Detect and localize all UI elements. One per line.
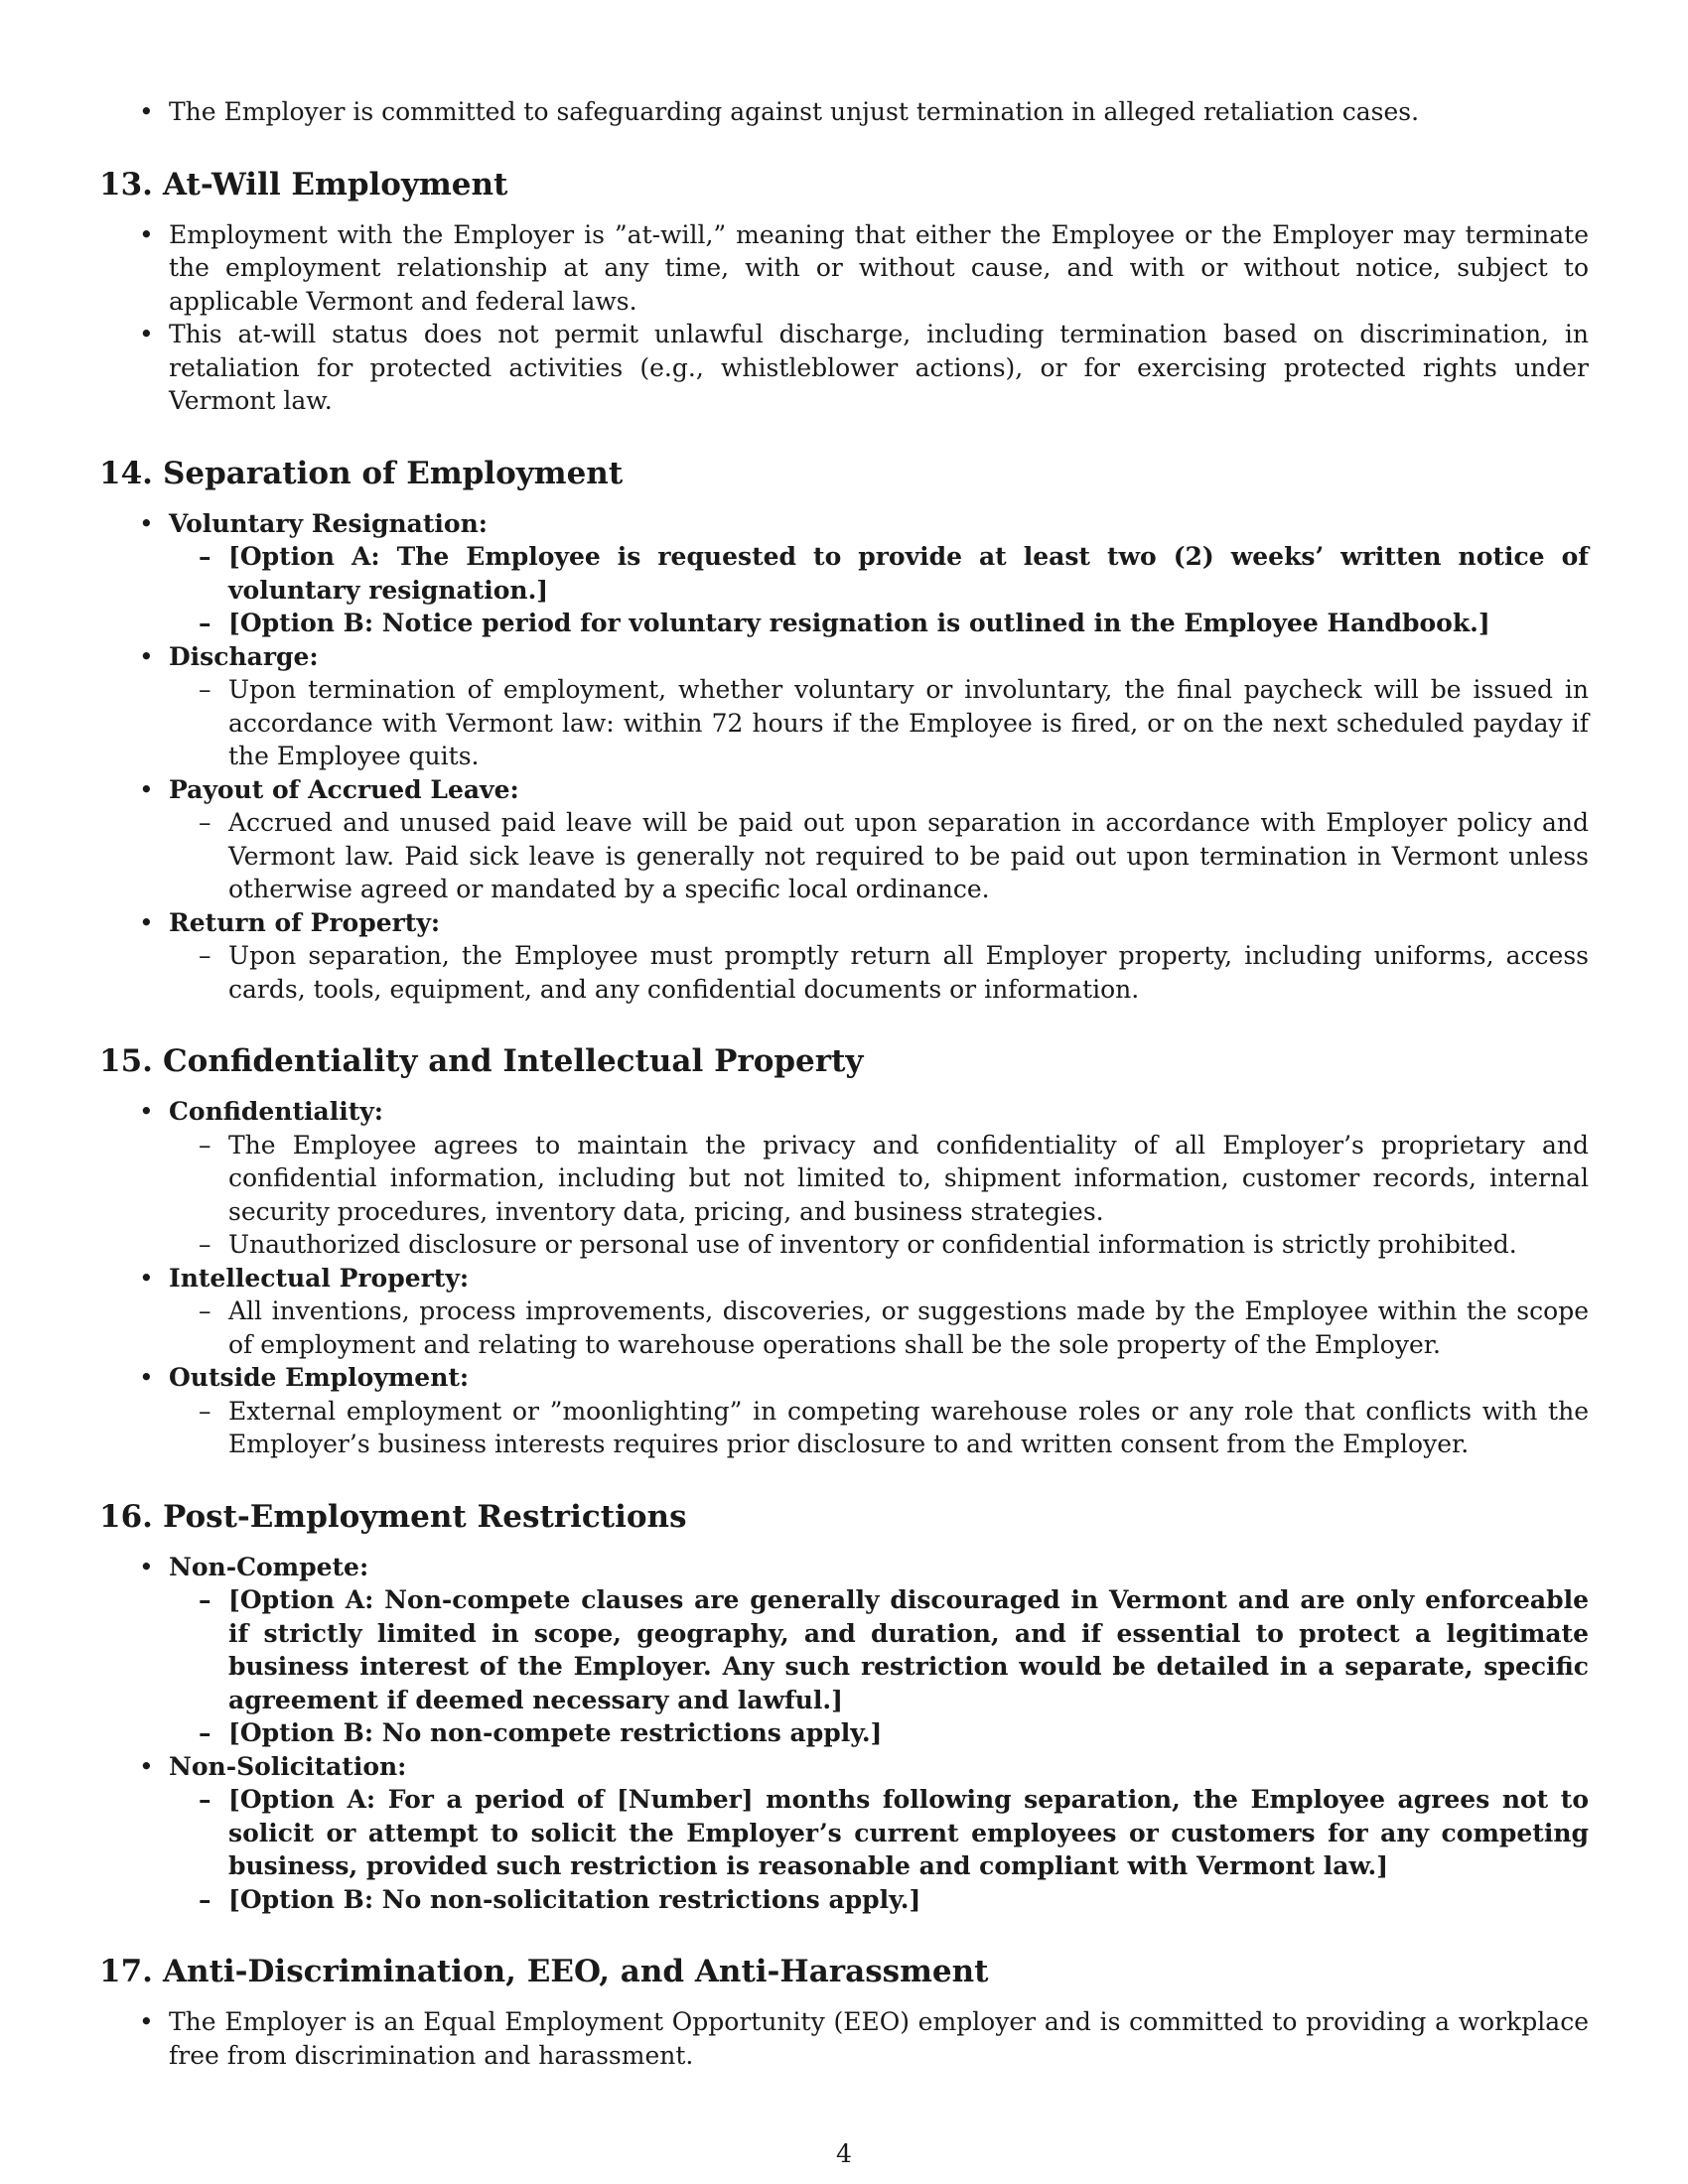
section-13: [99, 165, 1589, 418]
sub-item-option-a: – [Option A: The Employee is requested to provide at least two (2) weeks’ written notice of voluntary resignation.]: [169, 540, 1589, 607]
section-list: [99, 1095, 1589, 1461]
sub-list: [169, 1395, 1589, 1461]
sub-list: [169, 673, 1589, 773]
section-number: 17.: [99, 1954, 153, 1989]
list-item-non-solicitation: [99, 1750, 1589, 1917]
item-label: • Return of Property:: [169, 907, 441, 937]
section-heading: [99, 1952, 1589, 1991]
sub-item: – All inventions, process improvements, discoveries, or suggestions made by the Employee within the scope of employment and relating to warehouse operations shall be the sole property of the Employer.: [169, 1295, 1589, 1361]
sub-item: – Accrued and unused paid leave will be paid out upon separation in accordance with Employer policy and Vermont law. Paid sick leave is generally not required to be paid out upon termination in Vermont unless otherwise agreed or mandated by a specific local ordinance.: [169, 806, 1589, 906]
section-title: Anti-Discrimination, EEO, and Anti-Harassment: [163, 1954, 989, 1989]
section-heading: [99, 165, 1589, 205]
section-title: Post-Employment Restrictions: [163, 1498, 687, 1535]
list-item: • The Employer is an Equal Employment Opportunity (EEO) employer and is committed to providing a workplace free from discrimination and harassment.: [99, 2005, 1589, 2072]
list-item-outside-employment: [99, 1361, 1589, 1461]
sub-item-option-a: – [Option A: Non-compete clauses are generally discouraged in Vermont and are only enforceable if strictly limited in scope, geography, and duration, and if essential to protect a legitimate business interest of the Employer. Any such restriction would be detailed in a separate, specific agreement if deemed necessary and lawful.]: [169, 1583, 1589, 1716]
item-label: • Confidentiality:: [169, 1097, 384, 1126]
item-label: • Outside Employment:: [169, 1363, 470, 1392]
item-label: • Payout of Accrued Leave:: [169, 774, 519, 804]
item-label: • Non-Solicitation:: [169, 1751, 407, 1781]
section-heading: [99, 1497, 1589, 1537]
section-16: [99, 1497, 1589, 1917]
section-list: [99, 2005, 1589, 2072]
list-item-confidentiality: [99, 1095, 1589, 1262]
item-label: • Intellectual Property:: [169, 1263, 470, 1293]
list-item: • This at-will status does not permit unlawful discharge, including termination based on discrimination, in retaliation for protected activities (e.g., whistleblower actions), or for exercising protected rights under Vermont law.: [99, 318, 1589, 418]
section-heading: [99, 454, 1589, 493]
section-title: Confidentiality and Intellectual Property: [163, 1043, 864, 1079]
section-title: At-Will Employment: [163, 166, 508, 203]
sub-item-option-a: – [Option A: For a period of [Number] months following separation, the Employee agrees not to solicit or attempt to solicit the Employer’s current employees or customers for any competing business, provided such restriction is reasonable and compliant with Vermont law.]: [169, 1783, 1589, 1883]
section-title: Separation of Employment: [163, 455, 624, 491]
list-item-voluntary-resignation: [99, 507, 1589, 640]
section-list: [99, 507, 1589, 1007]
section-heading: [99, 1041, 1589, 1081]
section-number: 14.: [99, 455, 153, 491]
sub-item: – Upon separation, the Employee must promptly return all Employer property, including uniforms, access cards, tools, equipment, and any confidential documents or information.: [169, 939, 1589, 1006]
section-number: 16.: [99, 1498, 153, 1535]
sub-item: – Unauthorized disclosure or personal use of inventory or confidential information is strictly prohibited.: [169, 1228, 1589, 1262]
sub-list: [169, 1583, 1589, 1750]
sub-list: [169, 939, 1589, 1006]
sub-item-option-b: – [Option B: Notice period for voluntary resignation is outlined in the Employee Handbook.]: [169, 607, 1589, 640]
list-item: • The Employer is committed to safeguarding against unjust termination in alleged retaliation cases.: [99, 95, 1589, 129]
sub-list: [169, 806, 1589, 906]
section-17: [99, 1952, 1589, 2072]
list-item-discharge: [99, 640, 1589, 773]
intro-list: [99, 95, 1589, 129]
section-number: 13.: [99, 166, 153, 203]
sub-item-option-b: – [Option B: No non-solicitation restrictions apply.]: [169, 1883, 1589, 1917]
section-number: 15.: [99, 1043, 153, 1079]
document-page: [99, 95, 1589, 2072]
section-list: [99, 1551, 1589, 1917]
item-label: • Discharge:: [169, 641, 319, 671]
page-number: 4: [836, 2139, 852, 2168]
list-item-return-property: [99, 906, 1589, 1007]
list-item: • Employment with the Employer is ”at-will,” meaning that either the Employee or the Employer may terminate the employment relationship at any time, with or without cause, and with or without notice, subject to applicable Vermont and federal laws.: [99, 218, 1589, 319]
sub-item: – Upon termination of employment, whether voluntary or involuntary, the final paycheck will be issued in accordance with Vermont law: within 72 hours if the Employee is fired, or on the next scheduled payday if the Employee quits.: [169, 673, 1589, 773]
sub-list: [169, 540, 1589, 640]
sub-item-option-b: – [Option B: No non-compete restrictions apply.]: [169, 1716, 1589, 1750]
item-label: • Non-Compete:: [169, 1552, 369, 1581]
list-item-payout: [99, 773, 1589, 906]
section-list: [99, 218, 1589, 418]
section-14: [99, 454, 1589, 1007]
section-15: [99, 1041, 1589, 1461]
list-item-non-compete: [99, 1551, 1589, 1750]
sub-list: [169, 1129, 1589, 1262]
sub-list: [169, 1295, 1589, 1361]
list-item-intellectual-property: [99, 1262, 1589, 1362]
sub-list: [169, 1783, 1589, 1916]
sub-item: – The Employee agrees to maintain the privacy and confidentiality of all Employer’s proprietary and confidential information, including but not limited to, shipment information, customer records, internal security procedures, inventory data, pricing, and business strategies.: [169, 1129, 1589, 1229]
item-label: • Voluntary Resignation:: [169, 508, 489, 538]
sub-item: – External employment or ”moonlighting” in competing warehouse roles or any role that conflicts with the Employer’s business interests requires prior disclosure to and written consent from the Employer.: [169, 1395, 1589, 1461]
